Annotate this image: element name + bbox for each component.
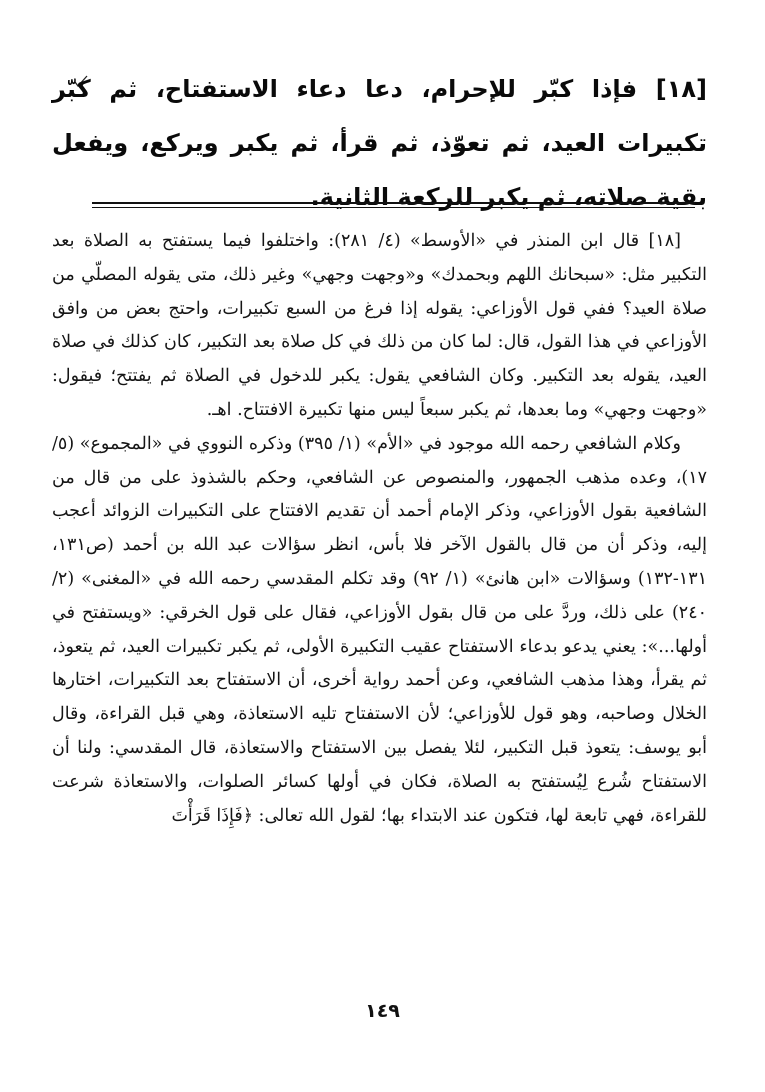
commentary-paragraph-2: وكلام الشافعي رحمه الله موجود في «الأم» (١/ ٣٩٥) وذكره النووي في «المجموع» (٥/ ١٧)، وعده مذهب الجمهور، والمنصوص عن الشافعي، وحكم بالشذوذ على من قال من الشافعية بقول الأوزاعي، وذكر الإمام أحمد أن تقديم الافتتاح على التكبيرات الزوائد أعجب إليه، وذكر أن من قال بالقول الآخر فلا بأس، انظر سؤالات عبد الله بن أحمد (ص١٣١، ١٣١-١٣٢) وسؤالات «ابن هانئ» (١/ ٩٢) وقد تكلم المقدسي رحمه الله في «المغنى» (٢/ ٢٤٠) على ذلك، وردَّ على من قال بقول الأوزاعي، فقال على قول الخرقي: «ويستفتح في أولها...»: يعني يدعو بدعاء الاستفتاح عقيب التكبيرة الأولى، ثم يكبر تكبيرات العيد، ثم يتعوذ، ثم يقرأ، وهذا مذهب الشافعي، وعن أحمد رواية أخرى، أن الاستفتاح بعد التكبيرات، اختارها الخلال وصاحبه، وهو قول للأوزاعي؛ لأن الاستفتاح تليه الاستعاذة، وهي قبل القراءة، وقال أبو يوسف: يتعوذ قبل التكبير، لئلا يفصل بين الاستفتاح والاستعاذة، قال المقدسي: ولنا أن الاستفتاح شُرع لِيُستفتح به الصلاة، فكان في أولها كسائر الصلوات، والاستعاذة شرعت للقراءة، فهي تابعة لها، فتكون عند الابتداء بها؛ لقول الله تعالى: ﴿فَإِذَا قَرَأْتَ [52,433,707,826]
commentary-body [52,225,707,833]
page-number: ١٤٩ [365,1000,400,1022]
commentary-paragraph-1: [١٨] قال ابن المنذر في «الأوسط» (٤/ ٢٨١): واختلفوا فيما يستفتح به الصلاة بعد التكبير مثل: «سبحانك اللهم وبحمدك» و«وجهت وجهي» وغير ذلك، متى يقوله المصلّي من صلاة العيد؟ ففي قول الأوزاعي: يقوله إذا فرغ من السبع تكبيرات، واحتج بعض من وافق الأوزاعي في هذا القول، قال: لما كان من ذلك في كل صلاة بعد التكبير، كان كذلك في صلاة العيد، يقوله بعد التكبير. وكان الشافعي يقول: يكبر للدخول في الصلاة ثم يفتتح؛ فيقول: «وجهت وجهي» وما بعدها، ثم يكبر سبعاً ليس منها تكبيرة الافتتاح. اهـ. [52,231,707,420]
divider-rule-thick [92,202,695,204]
divider-rule-thin [92,207,695,208]
matn-text: [١٨] فإذا كبّر للإحرام، دعا دعاء الاستفتاح، ثم كبّر تكبيرات العيد، ثم تعوّذ، ثم قرأ، ثم يكبر ويركع، ويفعل بقية صلاته، ثم يكبر للركعة الثانية. [52,75,707,211]
